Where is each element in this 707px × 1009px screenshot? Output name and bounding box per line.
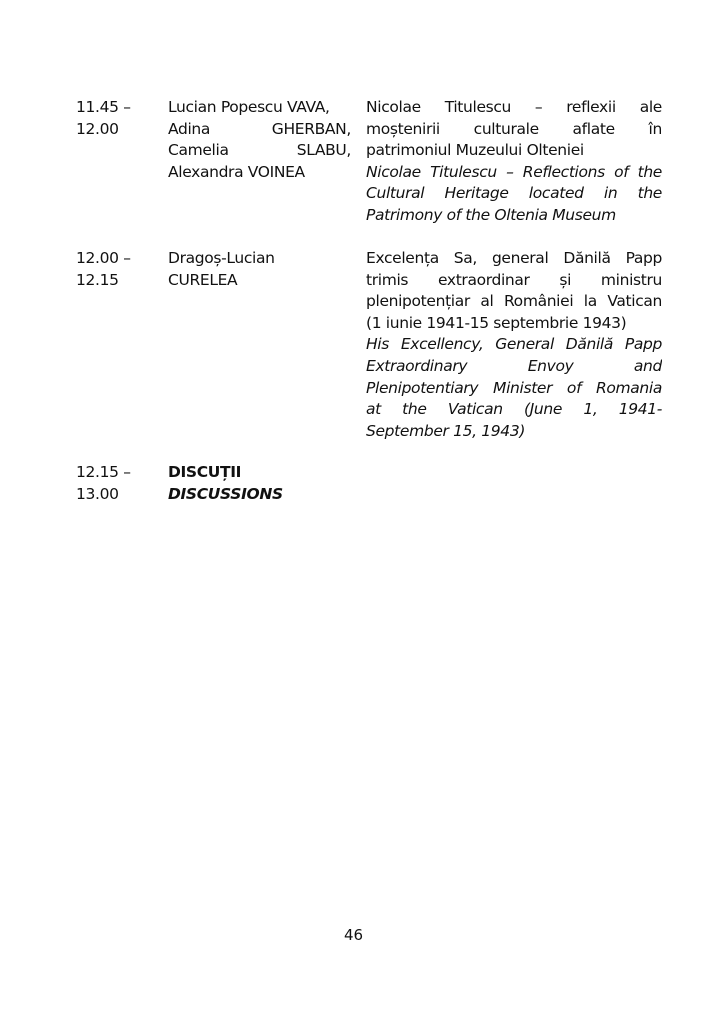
time-end: 12.15 [76,270,119,289]
speaker-line: Camelia SLABU, [168,141,351,160]
speaker-line: CURELEA [168,270,238,289]
title-ro-line: (1 iunie 1941-15 septembrie 1943) [366,313,627,332]
title-en-line: September 15, 1943) [366,421,526,440]
speaker-names [168,97,351,183]
time-start: 12.00 – [76,249,131,267]
title-ro-line: patrimoniul Muzeului Olteniei [366,141,584,160]
time-end: 13.00 [76,484,119,503]
title-ro-line: moștenirii culturale aflate în [366,119,662,138]
speaker-line: Alexandra VOINEA [168,162,305,181]
title-en-line: Patrimony of the Oltenia Museum [366,205,616,224]
presentation-title [366,97,662,227]
presentation-title [366,248,662,442]
title-en-line: Cultural Heritage located in the [366,184,662,203]
time-slot [76,462,156,505]
title-en-line: His Excellency, General Dănilă Papp [366,335,662,354]
title-en-line: Nicolae Titulescu – Reflections of the [366,162,662,181]
speaker-line: Lucian Popescu VAVA, [168,98,330,116]
time-slot [76,97,156,140]
title-ro-line: Nicolae Titulescu – reflexii ale [366,98,662,116]
time-slot [76,248,156,291]
title-ro-line: trimis extraordinar și ministru [366,270,662,289]
discussion-label [168,462,351,505]
title-en-line: at the Vatican (June 1, 1941- [366,400,662,419]
speaker-line: Adina GHERBAN, [168,119,351,138]
discussion-label-en: DISCUSSIONS [168,484,283,503]
time-end: 12.00 [76,119,119,138]
title-ro-line: plenipotențiar al României la Vatican [366,292,662,311]
title-en-line: Plenipotentiary Minister of Romania [366,378,662,397]
title-en-line: Extraordinary Envoy and [366,356,662,375]
speaker-line: Dragoș-Lucian [168,249,275,267]
title-ro-line: Excelența Sa, general Dănilă Papp [366,249,662,267]
page-number: 46 [343,926,364,944]
time-start: 12.15 – [76,463,131,481]
discussion-label-ro: DISCUȚII [168,463,242,481]
time-start: 11.45 – [76,98,131,116]
speaker-names [168,248,351,291]
